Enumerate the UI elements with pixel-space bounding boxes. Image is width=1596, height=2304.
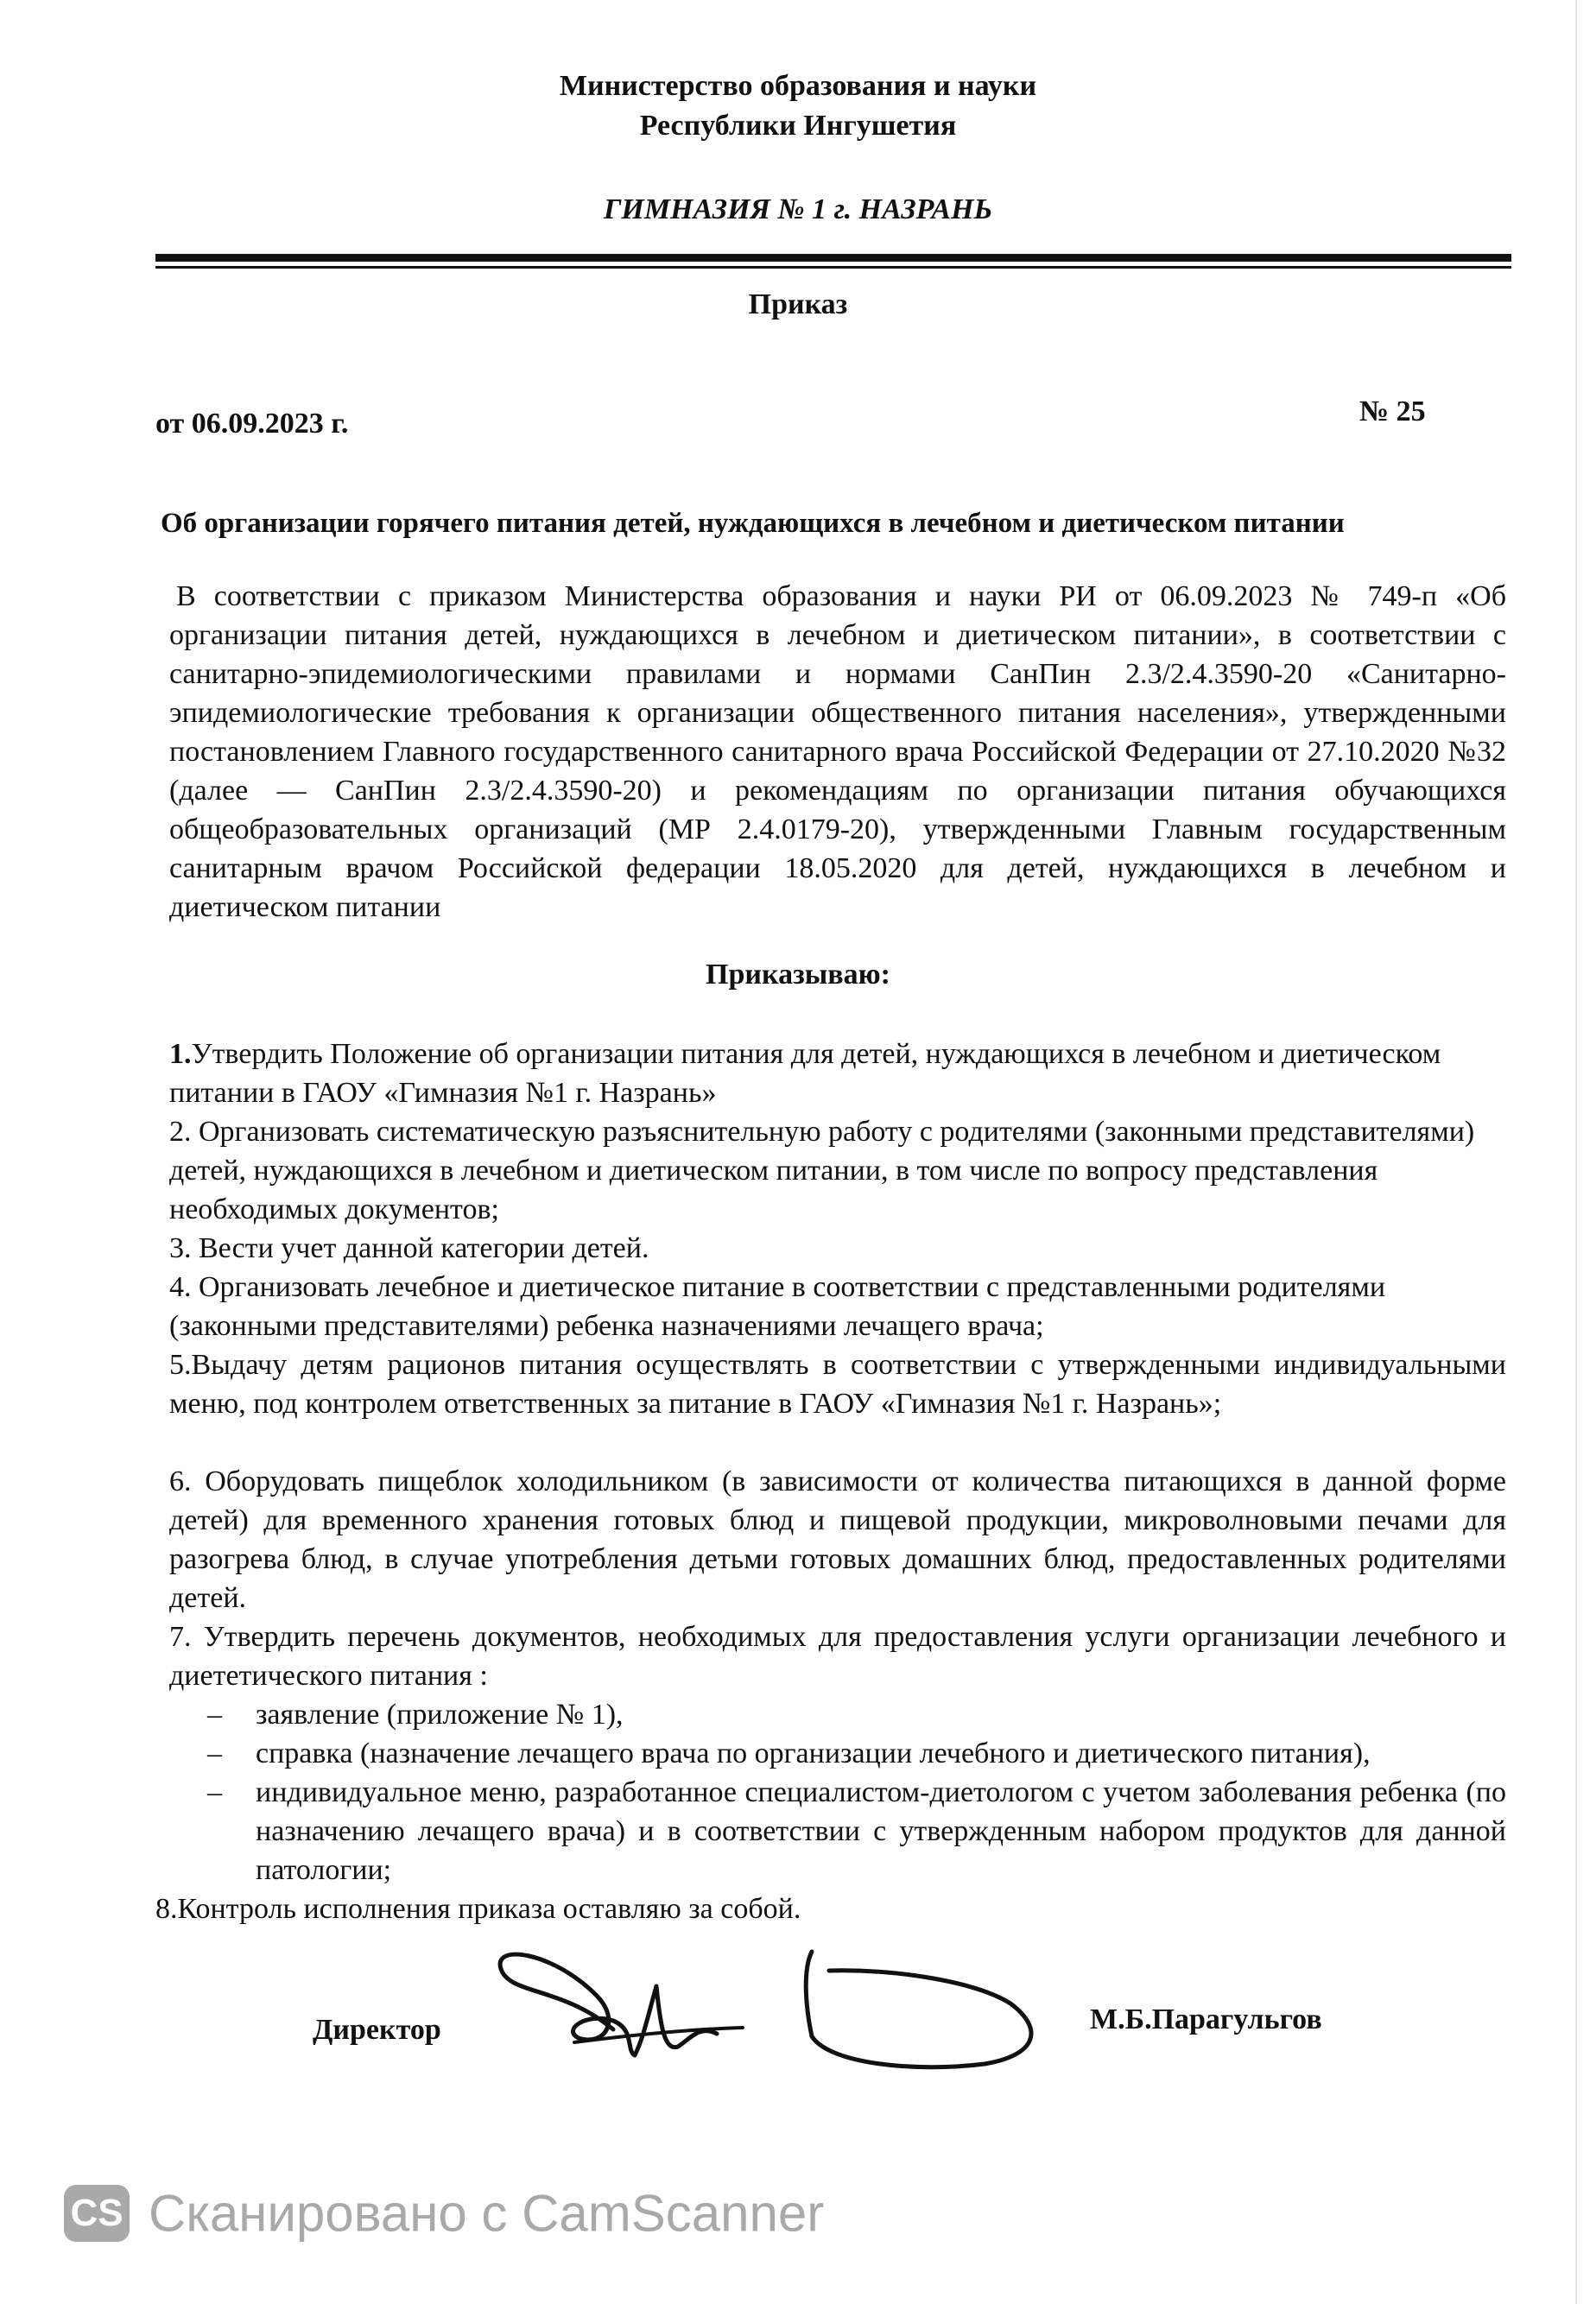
ministry-line-2: Республики Ингушетия bbox=[639, 110, 957, 142]
school-name: ГИМНАЗИЯ № 1 г. НАЗРАНЬ bbox=[603, 193, 993, 225]
dash-bullet: – bbox=[207, 1776, 222, 1808]
order-number: № 25 bbox=[1359, 396, 1426, 427]
list-item-1-number: 1. bbox=[169, 1038, 192, 1070]
list-item-7-sub-3 bbox=[207, 1773, 1506, 1894]
order-subject: Об организации горячего питания детей, нуждающихся в лечебном и диетическом питании bbox=[161, 508, 1345, 539]
list-item-6: 6. Оборудовать пищеблок холодильником (в зависимости от количества питающихся в данной форме детей) для временного хранения готовых блюд и пищевой продукции, микроволновыми печами для разогрева блюд, в случае употребления детьми готовых домашних блюд, предоставленных родителями детей. bbox=[169, 1465, 1506, 1614]
order-word: Приказываю: bbox=[706, 959, 890, 991]
list-item-1-text: Утвердить Положение об организации питания для детей, нуждающихся в лечебном и диетическом питании в ГАОУ «Гимназия №1 г. Назрань» bbox=[169, 1038, 1441, 1109]
camscanner-text: Сканировано с CamScanner bbox=[149, 2184, 825, 2243]
dash-bullet: – bbox=[207, 1699, 222, 1731]
ministry-line-1: Министерство образования и науки bbox=[559, 70, 1037, 102]
list-item-7: 7. Утвердить перечень документов, необходимых для предоставления услуги организации лечебного и диететического питания : bbox=[169, 1621, 1506, 1692]
sub-item-text: справка (назначение лечащего врача по организации лечебного и диетического питания), bbox=[256, 1737, 1371, 1769]
signatory-name: М.Б.Парагульгов bbox=[1090, 2003, 1322, 2035]
camscanner-watermark bbox=[64, 2180, 824, 2244]
handwritten-signature bbox=[484, 1934, 1054, 2081]
list-item-2: 2. Организовать систематическую разъяснительную работу с родителями (законными представителями) детей, нуждающихся в лечебном и диетическом питании, в том числе по вопросу представления необходимых документов; bbox=[169, 1116, 1475, 1225]
document-type: Приказ bbox=[748, 288, 848, 320]
scan-edge bbox=[1575, 0, 1577, 2304]
preamble: В соответствии с приказом Министерства образования и науки РИ от 06.09.2023 № 749-п «Об организации питания детей, нуждающихся в лечебном и диетическом питании», в соответствии с санитарно-эпидемиологическими правилами и нормами СанПин 2.3/2.4.3590-20 «Санитарно-эпидемиологические требования к организации общественного питания населения», утвержденными постановлением Главного государственного санитарного врача Российской Федерации от 27.10.2020 №32 (далее — СанПин 2.3/2.4.3590-20) и рекомендациям по организации питания обучающихся общеобразовательных организаций (МР 2.4.0179-20), утвержденными Главным государственным санитарным врачом Российской федерации 18.05.2020 для детей, нуждающихся в лечебном и диетическом питании bbox=[169, 580, 1506, 923]
camscanner-logo-icon: CS bbox=[64, 2185, 130, 2242]
list-item-5: 5.Выдачу детям рационов питания осуществлять в соответствии с утвержденными индивидуальными меню, под контролем ответственных за питание в ГАОУ «Гимназия №1 г. Назрань»; bbox=[169, 1349, 1506, 1420]
list-item-8: 8.Контроль исполнения приказа оставляю за собой. bbox=[155, 1893, 801, 1925]
header-rule-thin bbox=[155, 266, 1511, 269]
signatory-title: Директор bbox=[313, 2014, 441, 2046]
sub-item-text: заявление (приложение № 1), bbox=[256, 1699, 624, 1731]
sub-item-text: индивидуальное меню, разработанное специалистом-диетологом с учетом заболевания ребенка (по назначению лечащего врача) и в соответствии с утвержденным набором продуктов для данной патологии; bbox=[256, 1776, 1506, 1886]
list-item-3: 3. Вести учет данной категории детей. bbox=[169, 1232, 649, 1264]
dash-bullet: – bbox=[207, 1737, 222, 1769]
header-rule-thick bbox=[155, 254, 1511, 262]
list-item-4: 4. Организовать лечебное и диетическое питание в соответствии с представленными родителями (законными представителями) ребенка назначениями лечащего врача; bbox=[169, 1271, 1386, 1342]
list-item-1 bbox=[169, 1035, 1506, 1112]
order-date: от 06.09.2023 г. bbox=[155, 408, 349, 440]
